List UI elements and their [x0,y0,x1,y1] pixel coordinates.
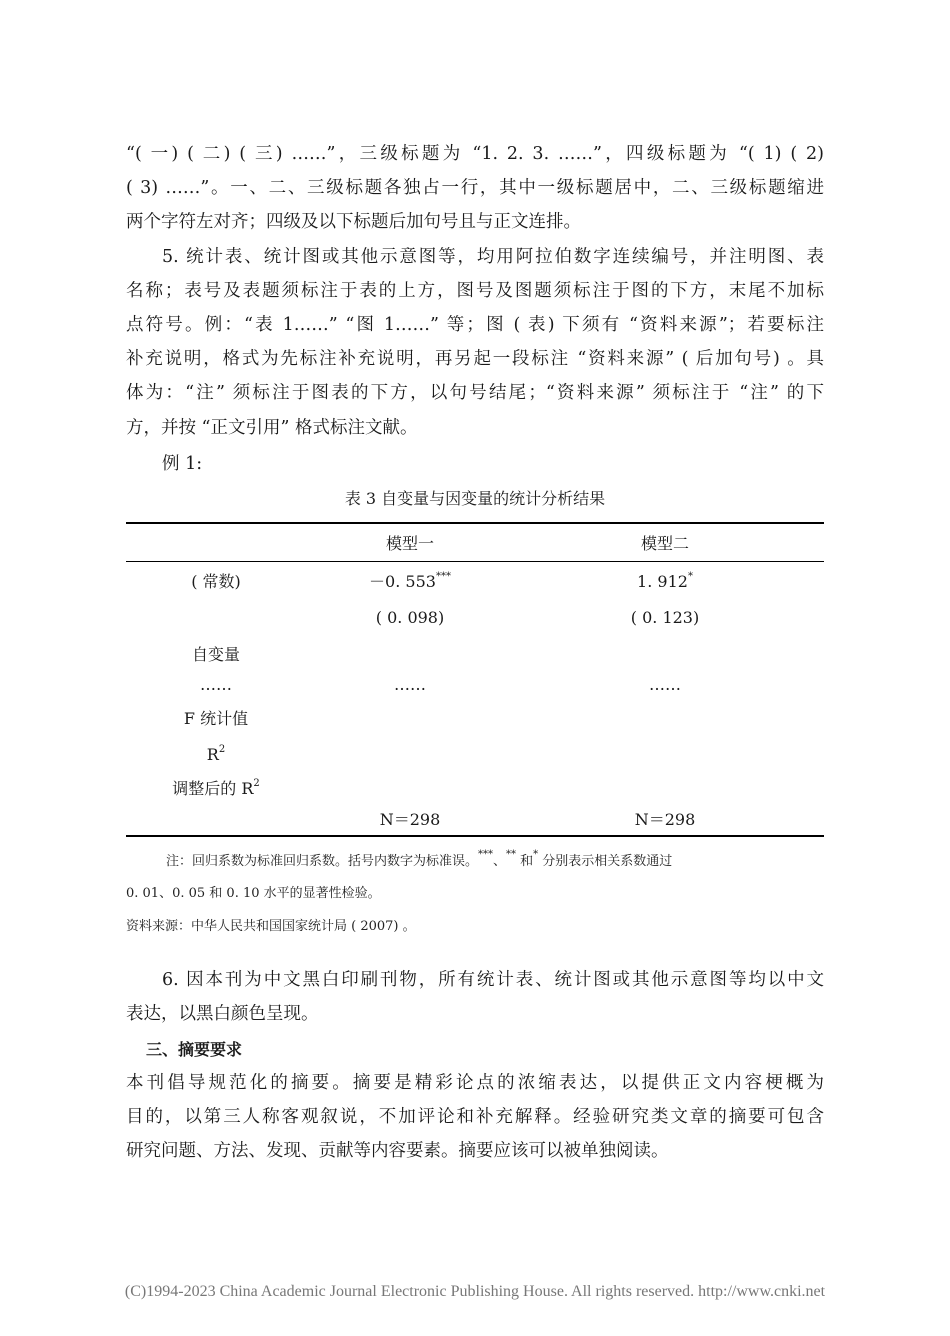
cell-ellipsis: …… [200,675,232,694]
cell-n-model1: N＝298 [379,810,441,829]
table-caption: 表 3 自变量与因变量的统计分析结果 [344,489,606,508]
cell-m1-se: ( 0. 098) [375,608,445,627]
cell-m2-se: ( 0. 123) [630,608,700,627]
body-text-line: 补充说明，格式为先标注补充说明，再另起一段标注 “资料来源” ( 后加句号) 。具 [126,349,824,369]
body-text-line: 体为：“注” 须标注于图表的下方，以句号结尾；“资料来源” 须标注于 “注” 的下 [126,383,824,403]
note-text: 和 [516,854,534,869]
row-label-f-stat: F 统计值 [183,709,249,728]
row-label-adj-r2 [126,778,306,800]
significance-mark: *** [478,849,494,860]
adj-r2-text: 调整后的 R [172,779,254,798]
cell-m2-constant [575,571,755,593]
body-text-line: 本刊倡导规范化的摘要。摘要是精彩论点的浓缩表达，以提供正文内容梗概为 [126,1073,824,1093]
superscript: 2 [218,744,226,755]
body-text-line: 研究问题、方法、发现、贡献等内容要素。摘要应该可以被单独阅读。 [126,1141,669,1161]
table-source: 资料来源：中华人民共和国国家统计局 ( 2007) 。 [126,919,416,934]
body-text-line: 点符号。例：“表 1……” “图 1……” 等；图 ( 表) 下须有 “资料来源”；若要标注 [126,315,824,335]
body-text-line: 名称；表号及表题须标注于表的上方，图号及图题须标注于图的下方，末尾不加标 [126,281,824,301]
row-label-constant: ( 常数) [191,572,241,591]
body-text-line: 方，并按 “正文引用” 格式标注文献。 [126,418,418,438]
significance-mark: * [687,571,693,582]
section-heading: 三、摘要要求 [146,1040,243,1059]
table-top-rule [126,522,824,524]
row-label-independent: 自变量 [191,645,240,664]
body-text-line: 5. 统计表、统计图或其他示意图等，均用阿拉伯数字连续编号，并注明图、表 [162,247,824,267]
coef-value: 1. 912 [637,572,688,591]
significance-mark: ** [506,849,517,860]
copyright-footer: (C)1994-2023 China Academic Journal Electronic Publishing House. All rights reserved. http://www.cnki.net [124,1283,826,1300]
r2-text: R [206,745,219,764]
significance-mark: *** [435,571,451,582]
cell-m1-constant [320,571,500,593]
column-header-model1: 模型一 [385,534,434,553]
table-header-rule [126,561,824,562]
cell-n-model2: N＝298 [634,810,696,829]
example-label: 例 1: [162,454,203,474]
note-text: 注：回归系数为标准回归系数。括号内数字为标准误。 [166,854,479,869]
cell-ellipsis: …… [649,675,681,694]
table-bottom-rule [126,835,824,837]
body-text-line: 表达，以黑白颜色呈现。 [126,1004,319,1024]
coef-value: －0. 553 [369,572,436,591]
body-text-line: 目的，以第三人称客观叙说，不加评论和补充解释。经验研究类文章的摘要可包含 [126,1107,824,1127]
superscript: 2 [253,778,260,789]
body-text-line: 6. 因本刊为中文黑白印刷刊物，所有统计表、统计图或其他示意图等均以中文 [162,970,824,990]
body-text-line: ( 3) ……”。一、二、三级标题各独占一行，其中一级标题居中，二、三级标题缩进 [126,178,824,198]
note-text: 分别表示相关系数通过 [538,854,673,869]
body-text-line: “( 一) ( 二) ( 三) ……”，三级标题为 “1. 2. 3. ……”，四级标题为 “( 1) ( 2) [126,144,824,164]
column-header-model2: 模型二 [640,534,689,553]
significance-mark: * [533,849,539,860]
cell-ellipsis: …… [394,675,426,694]
table-note [166,849,673,871]
table-note-continuation: 0. 01、0. 05 和 0. 10 水平的显著性检验。 [126,886,381,901]
note-text: 、 [493,854,507,869]
body-text-line: 两个字符左对齐；四级及以下标题后加句号且与正文连排。 [126,212,581,232]
row-label-r2 [126,744,306,766]
